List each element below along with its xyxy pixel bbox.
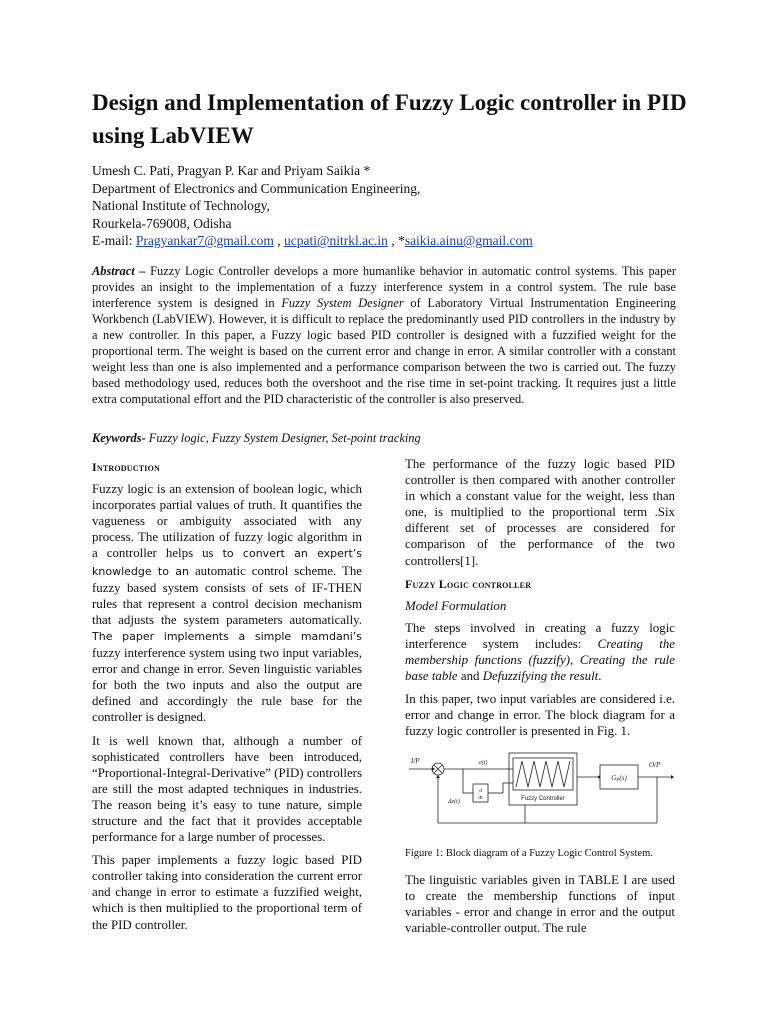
paragraph-text: automatic control scheme. The fuzzy based system consists of sets of IF-THEN rules that represent a control decision mechanism that adjusts the system parameters automatically. [92,563,363,627]
membership-functions-icon [516,761,570,787]
abstract-emphasis: Fuzzy System Designer [281,296,404,310]
diagram-error-label: e(t) [479,759,488,766]
email-link-3[interactable]: saikia.ainu@gmail.com [404,233,533,248]
keywords-text: Fuzzy logic, Fuzzy System Designer, Set-point tracking [145,431,421,445]
block-diagram-figure [405,751,675,833]
right-paragraph-1: The performance of the fuzzy logic based PID controller is then compared with another controller in which a constant value for the weight, less than one, is multiplied to the proportional term .Six different set of processes are considered for comparison of the performance of the two controllers[1]. [405,457,675,568]
intro-paragraph-1 [92,481,362,725]
paragraph-emphasis: Creating the rule base table [405,653,675,684]
plant-label: Gₚ(s) [611,773,627,782]
email-link-1[interactable]: Pragyankar7@gmail.com [135,233,274,248]
keywords-label: Keywords- [92,431,146,445]
paragraph-text: , [570,653,580,668]
derivative-top-label: d [479,787,482,794]
diagram-delta-label: Δe(t) [448,798,460,805]
paragraph-text: and [457,669,483,684]
left-column [92,456,362,940]
paragraph-text: The paper implements a simple mamdani’s [92,629,362,643]
right-column [405,456,675,943]
figure-caption: Figure 1: Block diagram of a Fuzzy Logic Control System. [405,847,653,859]
affiliation-line-1: Department of Electronics and Communication Engineering, [92,180,421,196]
email-label: E-mail: [92,233,136,248]
affiliation-line-2: National Institute of Technology, [92,198,270,213]
paragraph-emphasis: Creating the membership functions (fuzzify) [405,636,675,668]
paragraph-text: Fuzzy logic is an extension of boolean logic, which incorporates partial values of truth. It quantifies the vagueness or ambiguity associated with any process. The utilization of fuzzy logic algorithm in a controller helps us [92,482,362,561]
abstract-text: Fuzzy Logic Controller develops a more humanlike behavior in automatic control systems. This paper provides an insight to the implementation of a fuzzy interference system in a control system. The rule base interference system is designed in [92,264,676,310]
paragraph-text: to convert an expert’s knowledge to an [92,547,362,578]
author-names: Umesh C. Pati, Pragyan P. Kar and Priyam Saikia * [92,163,371,178]
keywords [92,430,676,446]
subsection-heading: Model Formulation [405,598,507,613]
email-separator: , [273,233,285,248]
diagram-input-label: I/P [411,756,420,765]
affiliation-line-3: Rourkela-769008, Odisha [92,215,232,231]
author-block [92,162,692,250]
email-link-2[interactable]: ucpati@nitrkl.ac.in [284,233,388,248]
section-heading-fuzzy-logic-controller: Fuzzy Logic controller [405,576,532,591]
arrow-head [597,775,600,779]
abstract-label: Abstract – [92,264,146,278]
section-heading-introduction: Introduction [92,460,160,474]
derivative-bottom-label: dt [478,794,483,801]
fuzzy-controller-label: Fuzzy Controller [521,795,565,802]
paragraph-emphasis: Defuzzifying the result [482,669,599,684]
right-paragraph-3: In this paper, two input variables are considered i.e. error and change in error. The block diagram for a fuzzy logic controller is presented in Fig. 1. [405,692,675,739]
abstract [92,263,676,407]
diagram-output-label: O/P [649,760,661,769]
intro-paragraph-2: It is well known that, although a number of sophisticated controllers have been introduced, “Proportional-Integral-Derivative” (PID) controllers are still the most adapted techniques in industries. The reason being it’s easy to tune nature, simple structure and the fact that it provides acceptable performance for a large number of processes. [92,733,362,845]
arrow-head [436,775,440,778]
intro-paragraph-3: This paper implements a fuzzy logic based PID controller taking into consideration the current error and change in error to estimate a fuzzified weight, which is then multiplied to the proportional term of the PID controller. [92,853,362,932]
abstract-text: of Laboratory Virtual Instrumentation Engineering Workbench (LabVIEW). However, it is difficult to replace the predominantly used PID controllers in the industry by a new controller. In this paper, a Fuzzy logic based PID controller is designed with a fuzzified weight for the proportional term. The weight is based on the current error and change in error. A similar controller with a constant weight less than one is also implemented and a performance comparison between the two is carried out. The fuzzy based methodology used, reduces both the overshoot and the rise time in set-point tracking. It requires just a little extra computational effort and the PID characteristic of the controller is also preserved. [92,296,676,406]
email-line [92,232,692,250]
paragraph-text: . [598,669,602,684]
paper-title: Design and Implementation of Fuzzy Logic controller in PID using LabVIEW [92,90,687,148]
email-separator: , * [387,233,405,248]
paragraph-text: The steps involved in creating a fuzzy logic interference system includes: [405,620,675,651]
right-paragraph-2 [405,620,675,684]
arrow-head [432,767,435,771]
paragraph-text: fuzzy interference system using two input variables, error and change in error. Seven linguistic variables for both the two inputs and also the output are defined and accordingly the rule base for the controller is designed. [92,646,362,725]
right-paragraph-4: The linguistic variables given in TABLE I are used to create the membership functions of input variables - error and change in error and the output variable-controller output. The rule [405,872,675,935]
arrow-head [671,775,674,779]
